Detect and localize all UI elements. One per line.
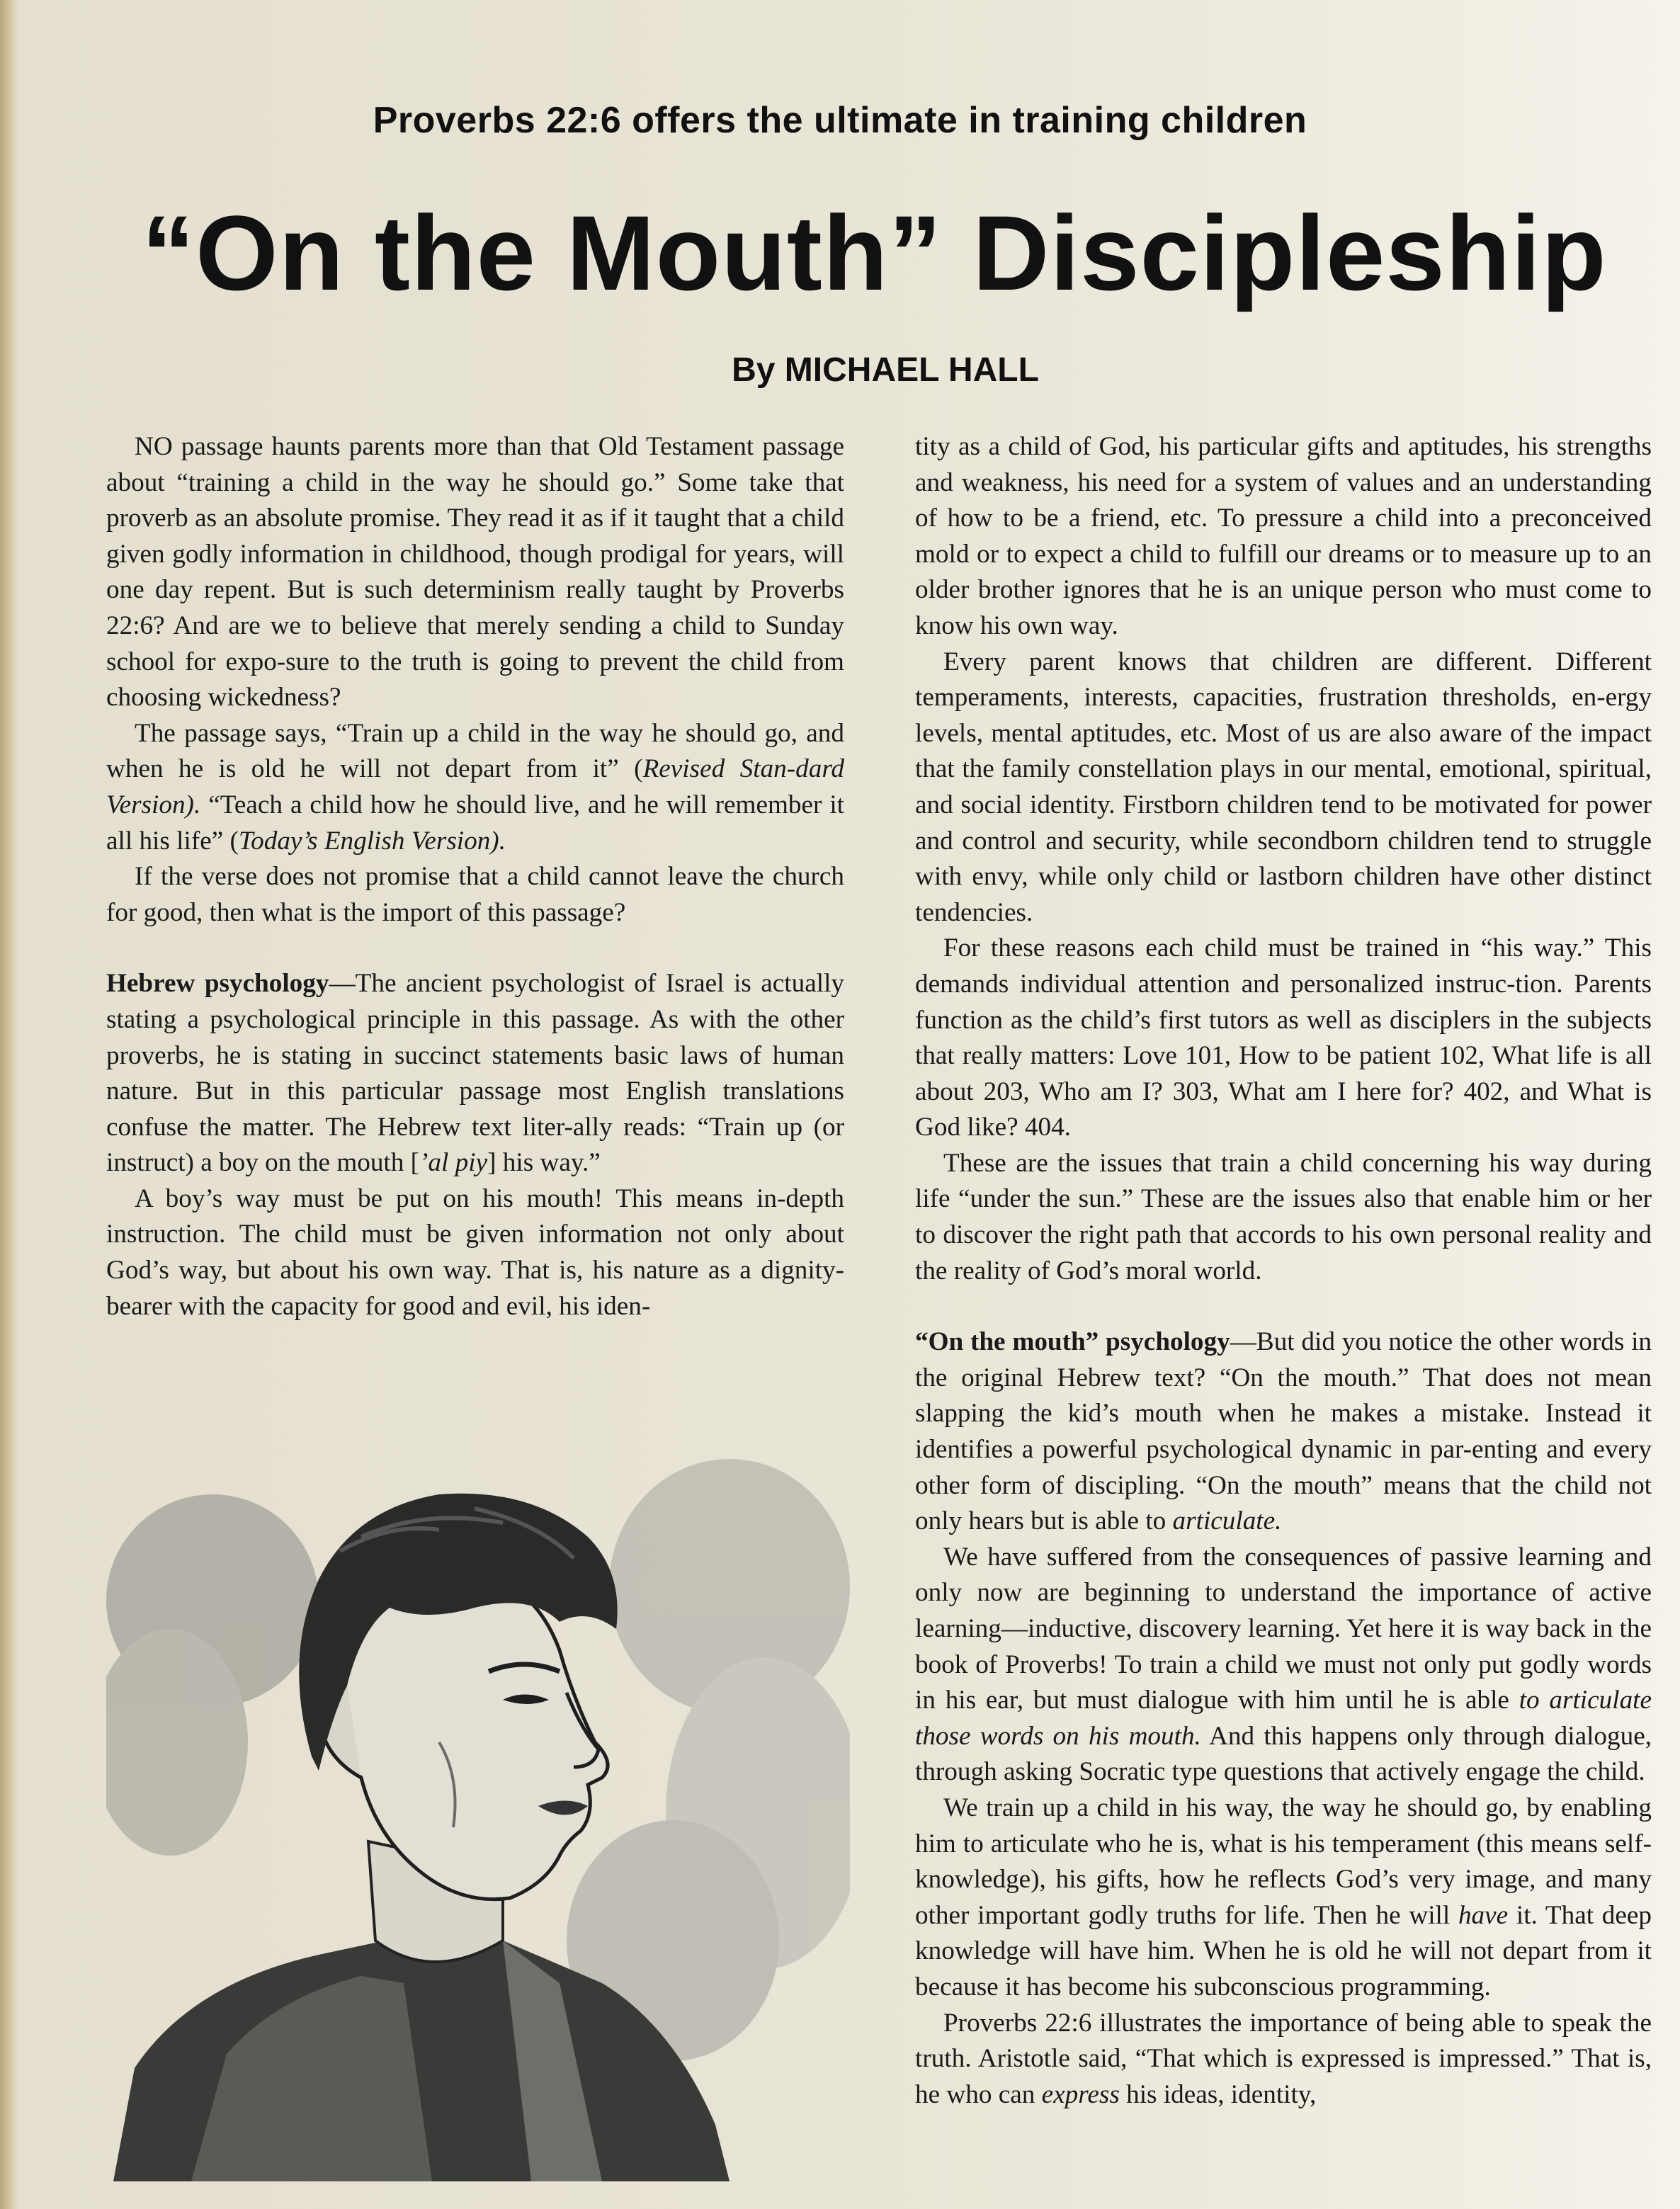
paragraph: Every parent knows that children are different. Different temperaments, interests, capacities, frustration thresholds, en-ergy levels, mental aptitudes, etc. Most of us are also aware of the impact that the family constellation plays in our mental, emotional, spiritual, and social identity. Firstborn children tend to be motivated for power and control and security, while secondborn children tend to struggle with envy, while only child or lastborn children have other distinct tendencies. bbox=[915, 647, 1652, 927]
paragraph: Proverbs 22:6 illustrates the importance of being able to speak the truth. Aristotle said, “That which is expressed is impressed.” That is, he who can express his ideas, identity, bbox=[915, 2008, 1652, 2109]
paragraph: tity as a child of God, his particular gifts and aptitudes, his strengths and weakness, his need for a system of values and an understanding of how to be a friend, etc. To pressure a child into a preconceived mold or to expect a child to fulfill our dreams or to measure up to an older brother ignores that he is an unique person who must come to know his own way. bbox=[915, 432, 1652, 640]
paragraph: Hebrew psychology—The ancient psychologist of Israel is actually stating a psychological principle in this passage. As with the other proverbs, he is stating in succinct statements basic laws of human nature. But in this particular passage most English translations confuse the matter. The Hebrew text liter-ally reads: “Train up (or instruct) a boy on the mouth [’al piy] his way.” bbox=[106, 969, 844, 1178]
paragraph: We have suffered from the consequences of passive learning and only now are beginning to understand the importance of active learning—inductive, discovery learning. Yet here it is way back in the book of Proverbs! To train a child we must not only put godly words in his ear, but must dialogue with him until he is able to articulate those words on his mouth. And this happens only through dialogue, through asking Socratic type questions that actively engage the child. bbox=[915, 1542, 1652, 1787]
right-column bbox=[915, 429, 1652, 2113]
paragraph: NO passage haunts parents more than that Old Testament passage about “training a child in the way he should go.” Some take that proverb as an absolute promise. They read it as if it taught that a child given godly information in childhood, though prodigal for years, will one day repent. But is such determinism really taught by Proverbs 22:6? And are we to believe that merely sending a child to Sunday school for expo-sure to the truth is going to prevent the child from choosing wickedness? bbox=[106, 432, 844, 712]
boy-illustration bbox=[106, 1445, 850, 2181]
page-edge bbox=[0, 0, 18, 2209]
citation-tev: Today’s English Version). bbox=[238, 826, 506, 856]
paragraph: These are the issues that train a child concerning his way during life “under the sun.” These are the issues also that enable him or her to discover the right path that accords to his own personal reality and the reality of God’s moral world. bbox=[915, 1148, 1652, 1285]
hebrew-term: ’al piy bbox=[419, 1148, 488, 1178]
paragraph: “On the mouth” psychology—But did you notice the other words in the original Hebrew text? “On the mouth.” That does not mean slapping the kid’s mouth when he makes a mistake. Instead it identifies a powerful psychological dynamic in par-enting and every other form of discipling. “On the mouth” means that the child not only hears but is able to articulate. bbox=[915, 1327, 1652, 1536]
article-headline: “On the Mouth” Discipleship bbox=[142, 193, 1607, 312]
citation-rsv: Revised Stan-dard Version). bbox=[106, 754, 844, 819]
paragraph: For these reasons each child must be trained in “his way.” This demands individual attention and personalized instruc-tion. Parents function as the child’s first tutors as well as disciplers in the subjects that really matters: Love 101, How to be patient 102, What life is all about 203, Who am I? 303, What am I here for? 402, and What is God like? 404. bbox=[915, 933, 1652, 1142]
section-heading: Hebrew psychology bbox=[106, 969, 329, 999]
article-kicker: Proverbs 22:6 offers the ultimate in training children bbox=[373, 100, 1307, 141]
paragraph: A boy’s way must be put on his mouth! This means in-depth instruction. The child must be given information not only about God’s way, but about his own way. That is, his nature as a dignity-bearer with the capacity for good and evil, his iden- bbox=[106, 1183, 844, 1321]
paragraph: If the verse does not promise that a child cannot leave the church for good, then what is the import of this passage? bbox=[106, 862, 844, 927]
paragraph: We train up a child in his way, the way he should go, by enabling him to articulate who he is, what is his temperament (this means self-knowledge), his gifts, how he reflects God’s very image, and many other important godly truths for life. Then he will have it. That deep knowledge will have him. When he is old he will not depart from it because it has become his subconscious programming. bbox=[915, 1793, 1652, 2001]
article-byline: By MICHAEL HALL bbox=[732, 351, 1039, 389]
left-column bbox=[106, 429, 844, 1324]
paragraph: The passage says, “Train up a child in the way he should go, and when he is old he will not depart from it” (Revised Stan-dard Version). “Teach a child how he should live, and he will remember it all his life” (Today’s English Version). bbox=[106, 718, 844, 856]
section-heading: “On the mouth” psychology bbox=[915, 1327, 1230, 1357]
